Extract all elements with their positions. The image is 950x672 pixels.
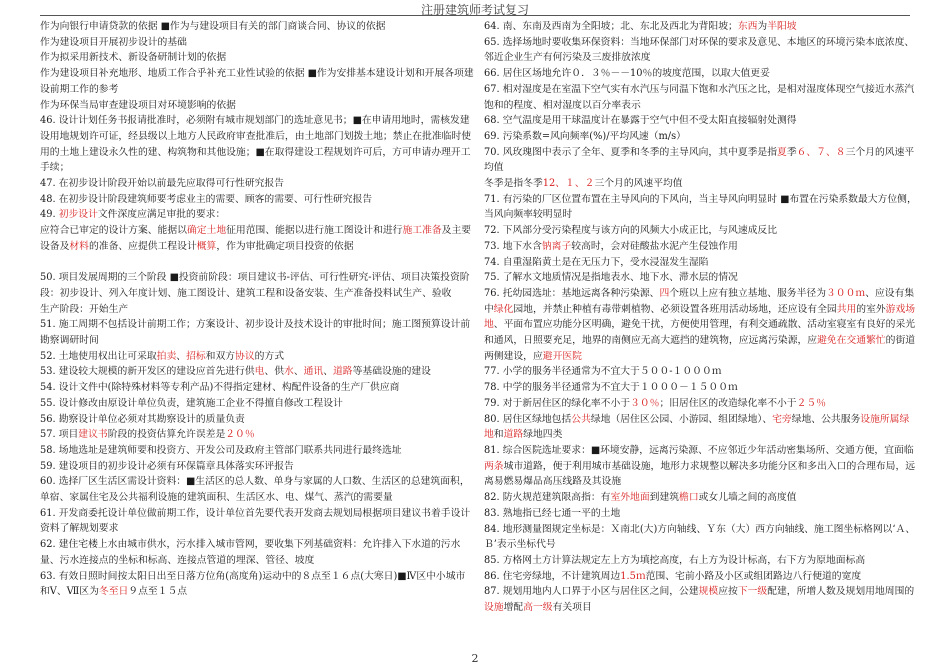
text-run: 72. 下风部分受污染程度与该方向的风频大小成正比，与风速成反比	[484, 225, 778, 237]
paragraph	[40, 459, 475, 475]
paragraph	[40, 427, 475, 443]
paragraph	[40, 537, 475, 568]
highlighted-text: 设施	[484, 602, 504, 614]
text-run: 作为向银行申请贷款的依据 ■作为与建设项目有关的部门商谈合同、协议的依据	[40, 21, 386, 32]
highlighted-text: ２５％	[796, 397, 826, 409]
text-run: 、平面布置应功能分区明确，避免干扰，方便使用管理，有利交通疏散、活动室寝室有良好的采光和通风，日照要充足，地界的南侧应无高大遮挡的建筑物，应远离污染源，应	[484, 319, 916, 347]
paragraph	[40, 270, 475, 301]
text-run: 81. 综合医院选址要求：■环境安静，远离污染源、不应邻近少年活动密集场所、交通方便，宜面临	[484, 444, 914, 456]
paragraph	[40, 474, 475, 505]
text-run: 范围、宅前小路及小区或组团路边八行便道的宽度	[645, 570, 862, 582]
highlighted-text: 下一级	[737, 586, 768, 598]
highlighted-text: 檐口	[679, 492, 699, 504]
text-run: 为	[757, 21, 768, 32]
highlighted-text: 拍卖	[156, 350, 177, 362]
paragraph	[40, 50, 475, 66]
highlighted-text: 概算	[196, 240, 217, 252]
text-run: 61. 开发商委托设计单位做前期工作，设计单位首先要代表开发商去规划局根据项目建议书着手设计资料了解规划要求	[40, 507, 471, 535]
text-run: 季	[786, 146, 797, 158]
text-run: 征用范围、能据以进行施工图设计和进行	[226, 225, 403, 237]
highlighted-text: 冬至日	[98, 586, 129, 598]
paragraph	[484, 239, 919, 255]
text-run: 绿地、公共服务	[791, 413, 861, 425]
highlighted-text: 水	[284, 366, 294, 378]
paragraph	[484, 82, 919, 113]
paragraph	[40, 223, 475, 254]
text-run: 71. 有污染的厂区位置布置在主导风向的下风向，当主导风向明显时 ■布置在污染系数最大方位侧，当风向频率较明显时	[484, 193, 917, 221]
highlighted-text: 道路	[333, 366, 353, 378]
paragraph	[484, 364, 919, 380]
text-run: 77. 小学的服务半径通常为不宜大于５００-１０００ｍ	[484, 366, 722, 378]
highlighted-text: 建议书	[78, 429, 108, 441]
text-run: 85. 方格网土方计算法规定左上方为填挖高度，右上方为设计标高，右下方为原地面标高	[484, 554, 866, 566]
running-header: 注册建筑师考试复习	[420, 3, 529, 17]
text-run: 78. 中学的服务半径通常为不宜大于１０００－１５００ｍ	[484, 382, 738, 394]
text-run: 三个月的风速平均值	[484, 146, 915, 174]
paragraph	[484, 522, 919, 553]
paragraph	[484, 286, 919, 365]
text-run: 62. 建住宅楼上水由城市供水，污水排入城市管网，要收集下列基础资料：允许排入下水道的污水量、污水连接点的坐标和标高、连接点管道的埋深、管径、坡度	[40, 539, 461, 566]
text-run: 76. 托幼园选址：基地远离各种污染源、	[484, 287, 660, 299]
text-run: 80. 居住区绿地包括	[484, 413, 572, 425]
text-run: 作为建设项目开展初步设计的基础	[40, 36, 187, 48]
text-run: 园地，并禁止种植有毒带刺植物、必须设置各班用活动场地，还应设有全园	[513, 303, 837, 315]
highlighted-text: 电	[254, 366, 265, 378]
page-number: 2	[471, 652, 479, 665]
paragraph	[484, 176, 919, 192]
text-run: 三个月的风速平均值	[594, 178, 683, 190]
text-run: 的街道两侧建设，应	[484, 335, 916, 362]
text-run: ９点至１５点	[128, 586, 188, 598]
paragraph	[484, 396, 919, 412]
highlighted-text: 材料	[69, 240, 89, 252]
text-run: 、供	[264, 366, 285, 378]
text-run: 74. 自重湿陷黄土是在无压力下，受水浸湿发生湿陷	[484, 256, 709, 268]
highlighted-text: 道路	[503, 429, 524, 441]
text-run: 生产阶段：开始生产	[40, 303, 129, 315]
paragraph	[484, 19, 919, 35]
text-run: 和	[493, 429, 504, 441]
text-run: 有关项目	[552, 602, 592, 614]
text-run: 、应设有集中	[484, 287, 915, 315]
paragraph	[484, 270, 919, 286]
highlighted-text: 半阳坡	[767, 21, 797, 32]
text-run: 87. 规划用地内人口界于小区与居住区之间，公建	[484, 586, 699, 598]
text-run: 79. 对于新居住区的绿化率不小于	[484, 397, 631, 409]
text-run: 60. 选择厂区生活区需设计资料：■生活区的总人数、单身与家属的人口数、生活区的总建筑面积，单宿、家属住宅及公共福利设施的建筑面积、生活区水、电、煤气、蒸汽的需要量	[40, 476, 470, 504]
highlighted-text: 两条	[484, 460, 504, 472]
paragraph	[40, 506, 475, 537]
highlighted-text: 12、１、２	[542, 178, 595, 190]
text-run: ；旧居住区的改造绿化率不小于	[659, 397, 797, 409]
text-run: 65. 选择场地时要收集环保资料：当地环保部门对环保的要求及意见、本地区的环境污染本底浓度、邻近企业生产有何污染及三废排放浓度	[484, 36, 915, 64]
paragraph	[484, 584, 919, 615]
paragraph	[40, 569, 475, 600]
text-run: 86. 住宅旁绿地，不计建筑周边	[484, 570, 621, 582]
paragraph	[40, 364, 475, 380]
paragraph	[484, 553, 919, 569]
paragraph	[484, 380, 919, 396]
text-run: 51. 施工周期不包括设计前期工作；方案设计、初步设计及技术设计的审批时间；施工图预算设计前勘察调研时间	[40, 319, 471, 347]
paragraph	[484, 490, 919, 506]
highlighted-text: ３００ｍ	[826, 287, 866, 299]
highlighted-text: 通讯	[303, 366, 324, 378]
text-run: 阶段的投资估算允许误差是	[107, 429, 226, 441]
highlighted-text: 施工准备	[402, 225, 442, 237]
text-run: 52. 土地使用权出让可采取	[40, 350, 157, 362]
text-run: 绿地（居住区公园、小游园、组团绿地）、	[590, 413, 773, 425]
text-run: 绿地四类	[523, 429, 563, 441]
text-run: 、	[323, 366, 334, 378]
text-run: 作为拟采用新技术、新设备研制计划的依据	[40, 52, 227, 64]
text-run: 作为环保当局审查建设项目对环境影响的依据	[40, 99, 236, 111]
text-run: 的室外	[856, 303, 886, 315]
highlighted-text: 规模	[698, 586, 719, 598]
highlighted-text: 设施所属绿地	[484, 413, 910, 441]
paragraph	[40, 66, 475, 97]
highlighted-text: 共用	[836, 303, 857, 315]
left-text-column	[40, 19, 475, 600]
paragraph	[484, 66, 919, 82]
paragraph	[40, 443, 475, 459]
text-run: 应按	[718, 586, 738, 598]
highlighted-text: 避免在交通繁忙	[817, 335, 886, 347]
text-run: 等基础设施的建设	[352, 366, 431, 378]
highlighted-text: 招标	[186, 350, 206, 362]
highlighted-text: 避开医院	[542, 350, 582, 362]
paragraph	[40, 35, 475, 51]
text-run: 75. 了解水文地质情况是指地表水、地下水、滞水层的情况	[484, 272, 738, 284]
paragraph-spacer	[40, 255, 475, 271]
text-run: 50. 项目发展周期的三个阶段 ■投资前阶段：项目建议书-评估、可行性研究-评估、项目决策投资阶段：初步设计、列入年度计划、施工图设计、建筑工程和设备安装、生产准备投料试生产、验收	[40, 272, 470, 299]
text-run: 58. 场地选址是建筑师要和投资方、开发公司及政府主管部门联系共同进行最终选址	[40, 444, 402, 456]
text-run: 82. 防火规范建筑限高指：有	[484, 492, 611, 504]
paragraph	[484, 129, 919, 145]
text-run: 作为建设项目补充地形、地质工作合乎补充工业性试验的依据 ■作为安排基本建设计划和开展各项建设前期工作的参考	[40, 68, 474, 95]
highlighted-text: 高一级	[523, 602, 553, 614]
text-run: 57. 项目	[40, 429, 79, 441]
text-run: 64. 南、东南及西南为全阳坡；北、东北及西北为背阳坡；	[484, 21, 738, 32]
text-run: ，作为审批确定项目投资的依据	[216, 240, 354, 252]
paragraph	[40, 192, 475, 208]
highlighted-text: ２０％	[225, 429, 255, 441]
paragraph	[40, 412, 475, 428]
text-run: 83. 熟地指已经七通一平的土地	[484, 507, 621, 519]
highlighted-text: 东西	[737, 21, 758, 32]
text-run: 68. 空气温度是用干球温度计在暴露于空气中但不受太阳直接辐射处测得	[484, 115, 797, 127]
highlighted-text: 绿化	[493, 303, 514, 315]
paragraph	[484, 443, 919, 490]
text-run: 个班以上应有独立基地、服务半径为	[669, 287, 826, 299]
paragraph	[484, 412, 919, 443]
paragraph	[40, 349, 475, 365]
highlighted-text: 公共	[571, 413, 591, 425]
text-run: 、	[176, 350, 187, 362]
highlighted-text: 1.5ｍ	[620, 570, 646, 582]
paragraph	[484, 145, 919, 176]
text-run: 应符合已审定的设计方案、能据以	[40, 225, 187, 237]
highlighted-text: 初步设计	[58, 209, 98, 221]
text-run: 69. 污染系数=风向频率(%)/平均风速（m/s）	[484, 130, 686, 142]
paragraph	[40, 317, 475, 348]
paragraph	[484, 223, 919, 239]
paragraph	[484, 506, 919, 522]
text-run: 和双方	[205, 350, 236, 362]
paragraph	[40, 19, 475, 35]
highlighted-text: 确定土地	[186, 225, 227, 237]
text-run: 47. 在初步设计阶段开始以前最先应取得可行性研究报告	[40, 178, 285, 190]
text-run: 或女儿墙之间的高度值	[698, 492, 797, 504]
text-run: 84. 地形测量图规定坐标是：Ｘ南北(大)方向轴线、Ｙ东（大）西方向轴线、施工图坐标格网以‘Ａ、Ｂ’表示坐标代号	[484, 523, 916, 551]
text-run: 文件深度应满足审批的要求：	[97, 209, 226, 221]
text-run: 配建，所增人数及规划用地周围的	[767, 586, 915, 598]
text-run: 及主要设备及	[40, 225, 472, 252]
paragraph	[40, 176, 475, 192]
text-run: 63. 有效日照时间按太阳日出至日落方位角(高度角)运动中的８点至１６点(大寒日)■Ⅳ区中小城市和Ⅴ、Ⅶ区为	[40, 570, 466, 598]
text-run: 增配	[503, 602, 524, 614]
paragraph	[40, 207, 475, 223]
paragraph	[40, 302, 475, 318]
paragraph	[484, 35, 919, 66]
highlighted-text: 协议	[235, 350, 255, 362]
highlighted-text: 宅旁	[772, 413, 792, 425]
paragraph	[40, 380, 475, 396]
paragraph	[484, 255, 919, 271]
header-rule	[40, 15, 910, 16]
highlighted-text: 室外地面	[610, 492, 650, 504]
text-run: 59. 建设项目的初步设计必须有环保篇章具体落实环评报告	[40, 460, 294, 472]
text-run: 54. 设计文件中(除特殊材料等专利产品)不得指定建材、构配件设备的生产厂供应商	[40, 382, 400, 394]
text-run: 56. 勘察设计单位必须对其勘察设计的质量负责	[40, 413, 245, 425]
text-run: 67. 相对湿度是在室温下空气实有水汽压与同温下饱和水汽压之比，是相对湿度体现空气接近水蒸汽饱和的程度、相对湿度以百分率表示	[484, 83, 915, 111]
highlighted-text: 四	[659, 287, 670, 299]
text-run: 到建筑	[649, 492, 680, 504]
paragraph	[484, 569, 919, 585]
paragraph	[484, 113, 919, 129]
text-run: 的方式	[254, 350, 285, 362]
text-run: 较高时，会对硅酸盐水泥产生侵蚀作用	[571, 240, 738, 252]
text-run: 冬季是指冬季	[484, 178, 543, 190]
text-run: 城市道路，便于利用城市基础设施，地形力求规整以解决多功能分区和多出入口的合理布局，远离易燃易爆品高压线路及其设施	[484, 460, 916, 488]
highlighted-text: 夏	[777, 146, 787, 158]
highlighted-text: ６、７、８	[796, 146, 846, 158]
highlighted-text: 游戏场地	[484, 303, 916, 331]
text-run: 55. 设计修改由原设计单位负责，建筑施工企业不得擅自修改工程设计	[40, 397, 343, 409]
text-run: 48. 在初步设计阶段建筑师要考虑业主的需要、顾客的需要、可行性研究报告	[40, 193, 373, 205]
highlighted-text: ３０％	[630, 397, 660, 409]
text-run: 70. 风玫瑰图中表示了全年、夏季和冬季的主导风向，其中夏季是指	[484, 146, 778, 158]
text-run: 73. 地下水含	[484, 240, 542, 252]
text-run: 53. 建设较大规模的新开发区的建设应首先进行供	[40, 366, 255, 378]
text-run: 46. 设计计划任务书报请批准时，必须附有城市规划部门的选址意见书；■在申请用地时，需核发建设用地规划许可证，经县级以上地方人民政府审查批准后，由土地部门划拨土地；禁止在批准临时使用的土地上建设永久性的建、构筑物和其他设施；■在取得建设工程规划许可后，方可申请办理开工手续；	[40, 115, 472, 174]
text-run: 的准备、应提供工程设计	[88, 240, 197, 252]
paragraph	[40, 113, 475, 176]
text-run: 49.	[40, 209, 59, 221]
highlighted-text: 钠离子	[541, 240, 572, 252]
right-text-column	[484, 19, 919, 616]
text-run: 、	[293, 366, 304, 378]
text-run: 66. 居住区场地允许０．３％－－10％的坡度范围，以取大值更妥	[484, 68, 770, 80]
paragraph	[40, 396, 475, 412]
paragraph	[40, 98, 475, 114]
paragraph	[484, 192, 919, 223]
